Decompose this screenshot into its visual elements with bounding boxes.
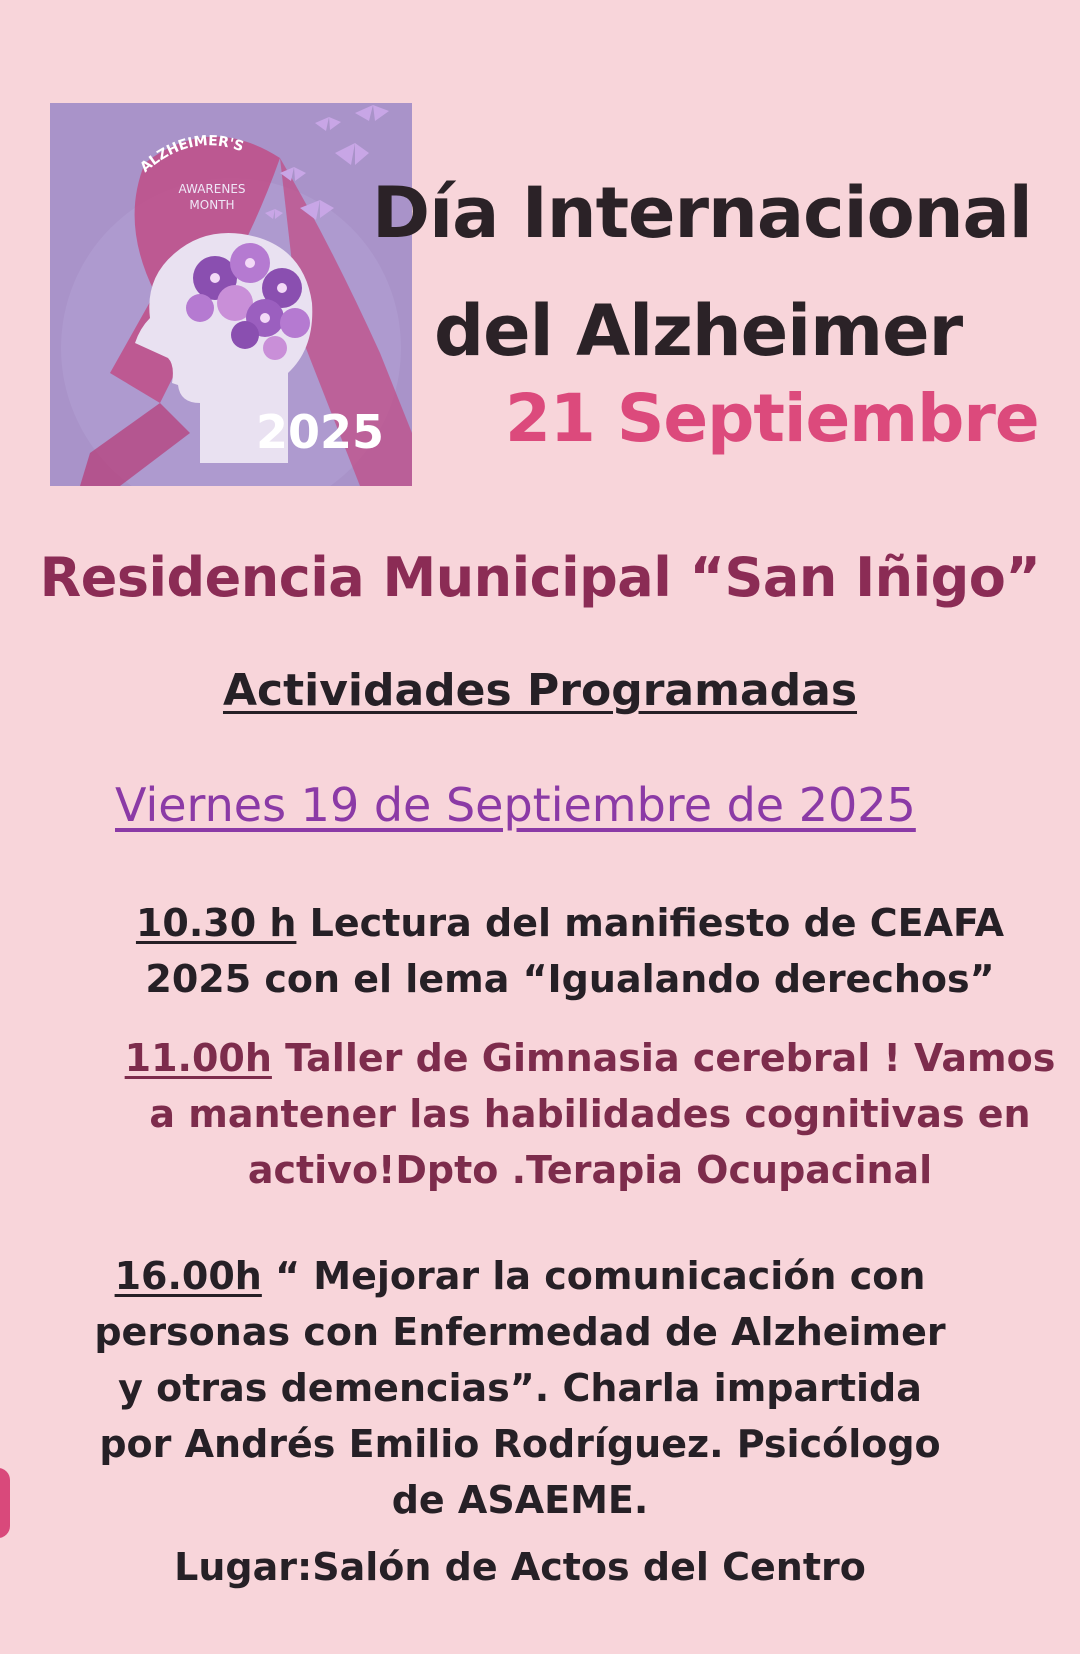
badge-arc-text: ALZHEIMER'S — [137, 132, 246, 176]
title-line-1: Día Internacional — [372, 172, 1032, 254]
activity-item — [60, 1248, 980, 1528]
activity-line: 2025 con el lema “Igualando derechos” — [145, 957, 995, 1001]
activity-line — [60, 1248, 980, 1304]
venue-name: Residencia Municipal “San Iñigo” — [39, 546, 1041, 609]
activity-text: Lectura del manifiesto de CEAFA — [296, 901, 1005, 945]
activity-line: de ASAEME. — [391, 1478, 649, 1522]
activity-item — [100, 1030, 1080, 1198]
badge-subtitle-line1: AWARENES — [178, 182, 246, 196]
activity-line: a mantener las habilidades cognitivas en — [149, 1092, 1031, 1136]
activity-text: “ Mejorar la comunicación con — [261, 1254, 926, 1298]
activity-line: y otras demencias”. Charla impartida — [118, 1366, 922, 1410]
badge-year: 2025 — [255, 405, 385, 459]
title-line-2: del Alzheimer — [434, 290, 963, 372]
event-date: 21 Septiembre — [505, 380, 1039, 457]
activities-heading: Actividades Programadas — [222, 665, 858, 716]
activity-line: activo!Dpto .Terapia Ocupacinal — [247, 1148, 933, 1192]
activity-item — [80, 895, 1060, 1007]
event-place: Lugar:Salón de Actos del Centro — [174, 1545, 866, 1589]
activity-time: 11.00h — [124, 1036, 272, 1080]
activity-line: por Andrés Emilio Rodríguez. Psicólogo — [99, 1422, 941, 1466]
activity-time: 10.30 h — [135, 901, 297, 945]
activity-time: 16.00h — [114, 1254, 262, 1298]
edge-decoration — [0, 1468, 10, 1538]
activity-line — [100, 1030, 1080, 1086]
activity-line: personas con Enfermedad de Alzheimer — [94, 1310, 946, 1354]
activity-line — [80, 895, 1060, 951]
activity-day: Viernes 19 de Septiembre de 2025 — [115, 778, 916, 832]
activity-text: Taller de Gimnasia cerebral ! Vamos — [271, 1036, 1056, 1080]
badge-subtitle-line2: MONTH — [189, 198, 235, 212]
awareness-badge — [50, 103, 412, 486]
